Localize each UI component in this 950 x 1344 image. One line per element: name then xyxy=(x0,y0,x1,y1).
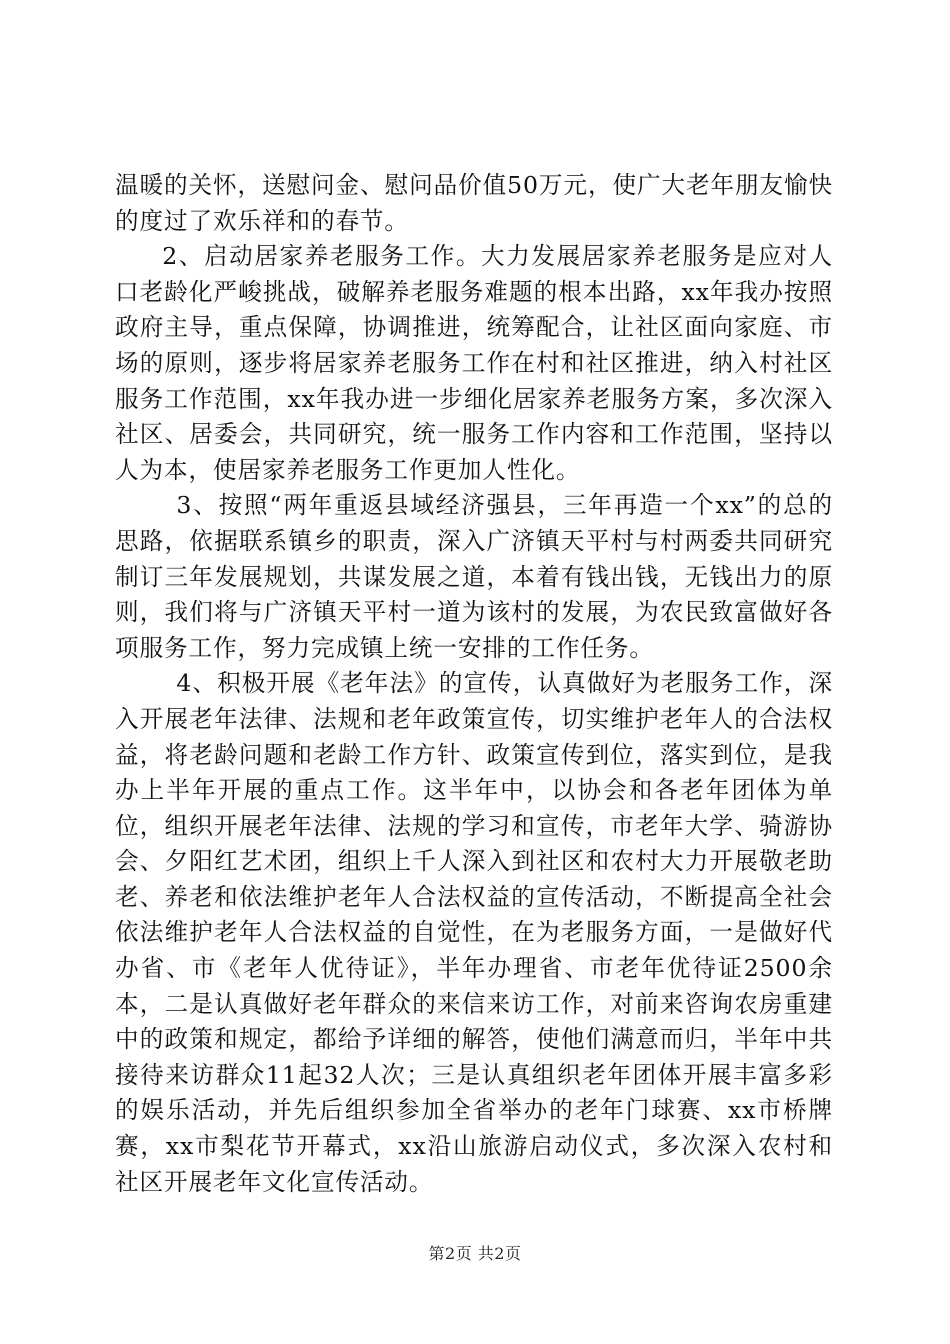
paragraph-item-3: 3、按照“两年重返县域经济强县，三年再造一个xx”的总的思路，依据联系镇乡的职责，深入广济镇天平村与村两委共同研究制订三年发展规划，共谋发展之道，本着有钱出钱，无钱出力的原则，我们将与广济镇天平村一道为该村的发展，为农民致富做好各项服务工作，努力完成镇上统一安排的工作任务。 xyxy=(115,491,833,662)
page-number-footer: 第2页 共2页 xyxy=(428,1244,522,1263)
paragraph-item-2: 2、启动居家养老服务工作。大力发展居家养老服务是应对人口老龄化严峻挑战，破解养老服务难题的根本出路，xx年我办按照政府主导，重点保障，协调推进，统筹配合，让社区面向家庭、市场的原则，逐步将居家养老服务工作在村和社区推进，纳入村社区服务工作范围，xx年我办进一步细化居家养老服务方案，多次深入社区、居委会，共同研究，统一服务工作内容和工作范围，坚持以人为本，使居家养老服务工作更加人性化。 xyxy=(115,242,833,484)
paragraph-continuation: 温暖的关怀，送慰问金、慰问品价值50万元，使广大老年朋友愉快的度过了欢乐祥和的春节。 xyxy=(115,171,833,235)
document-body xyxy=(115,168,833,1200)
paragraph-item-4: 4、积极开展《老年法》的宣传，认真做好为老服务工作，深入开展老年法律、法规和老年政策宣传，切实维护老年人的合法权益，将老龄问题和老龄工作方针、政策宣传到位，落实到位，是我办上半年开展的重点工作。这半年中，以协会和各老年团体为单位，组织开展老年法律、法规的学习和宣传，市老年大学、骑游协会、夕阳红艺术团，组织上千人深入到社区和农村大力开展敬老助老、养老和依法维护老年人合法权益的宣传活动，不断提高全社会依法维护老年人合法权益的自觉性，在为老服务方面，一是做好代办省、市《老年人优待证》，半年办理省、市老年优待证2500余本，二是认真做好老年群众的来信来访工作，对前来咨询农房重建中的政策和规定，都给予详细的解答，使他们满意而归，半年中共接待来访群众11起32人次；三是认真组织老年团体开展丰富多彩的娱乐活动，并先后组织参加全省举办的老年门球赛、xx市桥牌赛，xx市梨花节开幕式，xx沿山旅游启动仪式，多次深入农村和社区开展老年文化宣传活动。 xyxy=(115,669,833,1196)
